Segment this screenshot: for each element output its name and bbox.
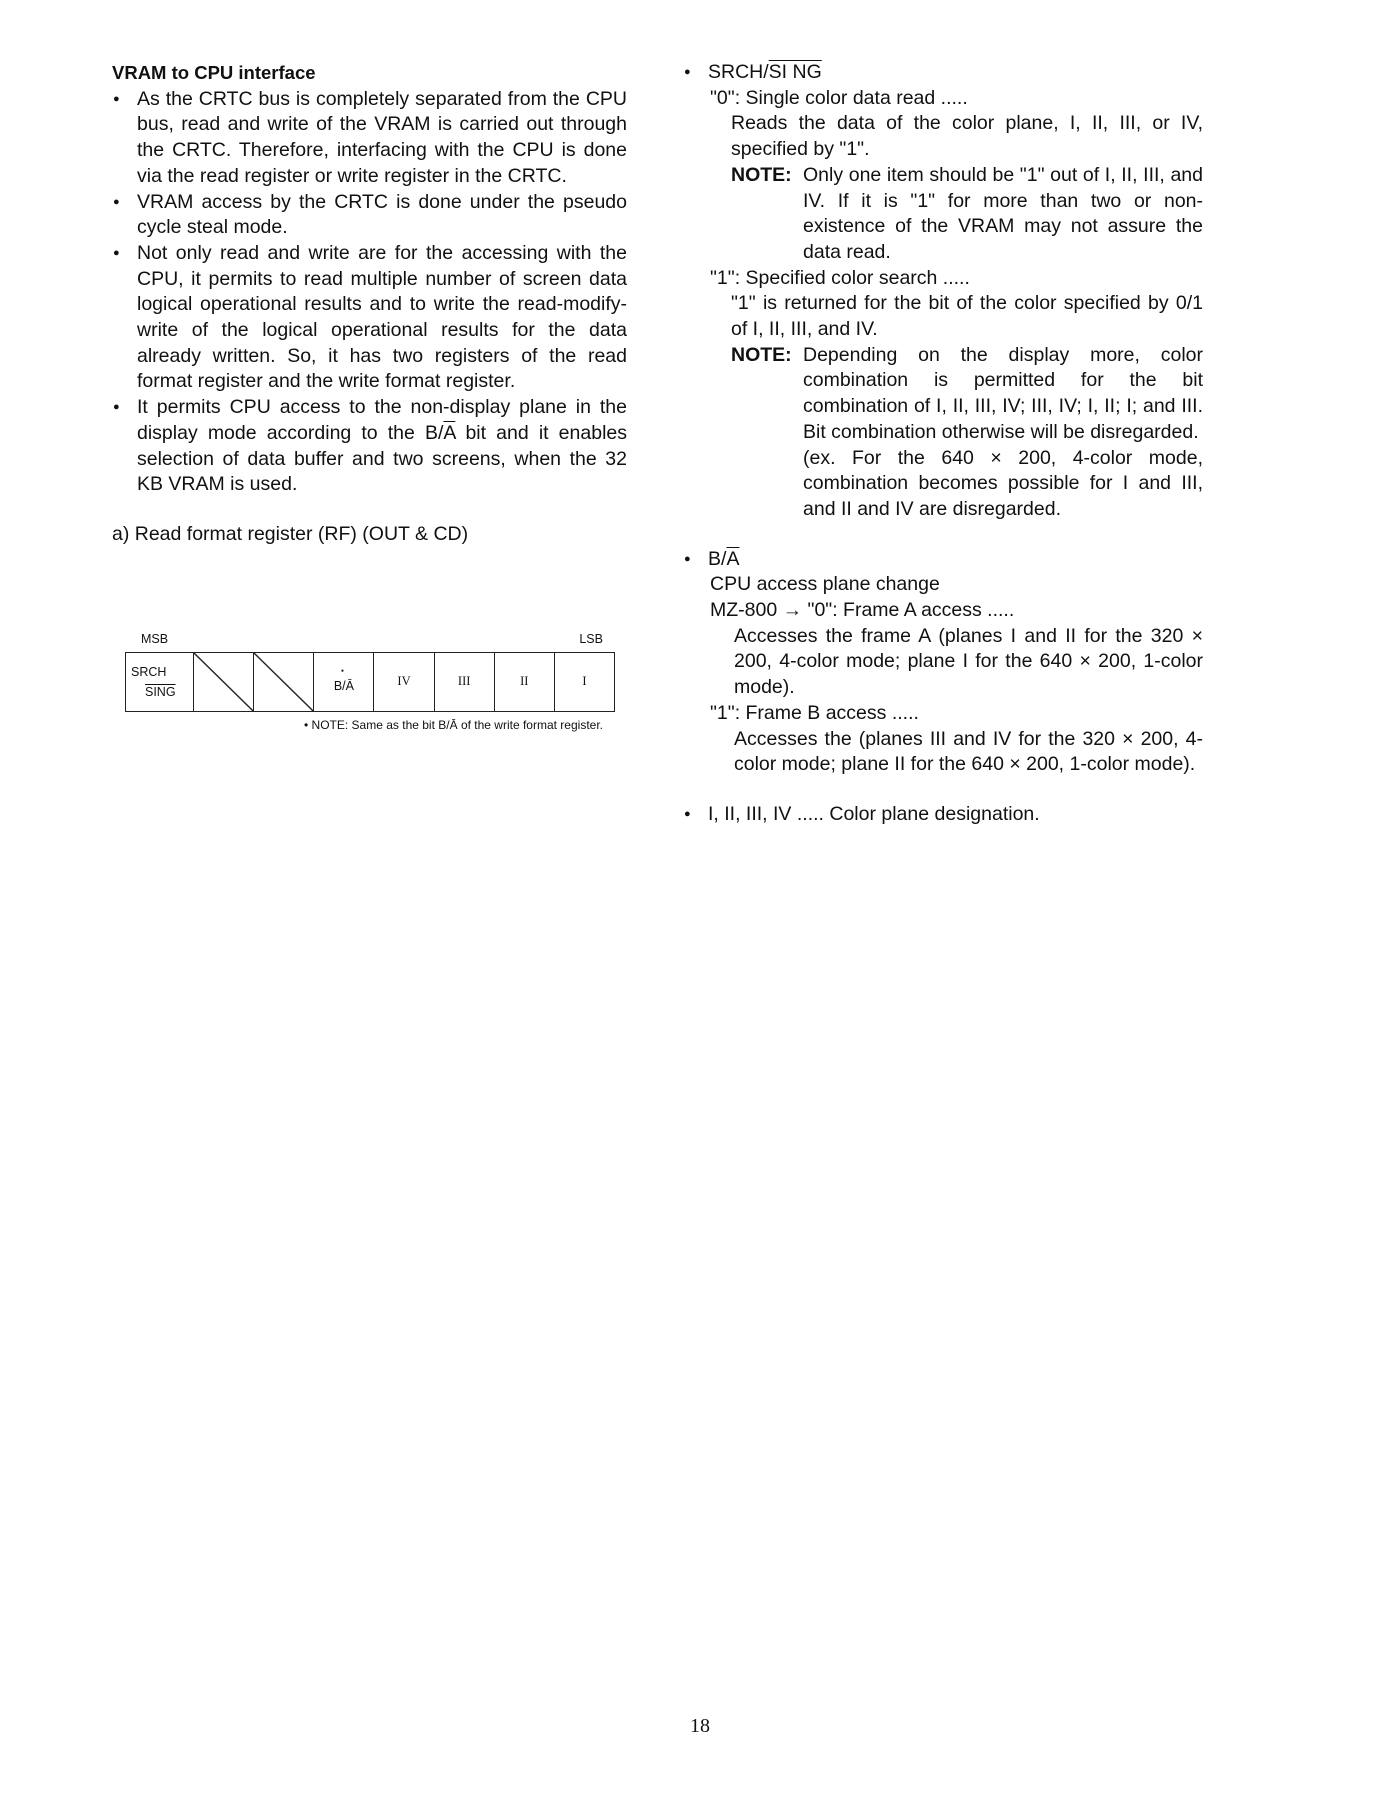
register-caps	[125, 632, 615, 646]
note2-label: NOTE:	[731, 343, 792, 366]
note2-row	[710, 343, 1203, 523]
sing-label: SING	[145, 685, 176, 699]
ba-block	[683, 572, 1203, 778]
unused-slash-1	[194, 653, 253, 711]
bullet-pseudo-cycle: ● VRAM access by the CRTC is done under the pseudo cycle steal mode.	[112, 190, 627, 241]
bit-iii: III	[434, 653, 494, 711]
bullet-non-display	[112, 395, 627, 498]
bit-i: I	[554, 653, 614, 711]
note1-body: Only one item should be "1" out of I, II, III, and IV. If it is "1" for more than two or non-existence of the VRAM may not assure the data read.	[803, 163, 1203, 263]
bullet-read-write: ● Not only read and write are for the accessing with the CPU, it permits to read multiple number of screen data logical operational results and to write the read-modify-write of the logical operational results for the data already written. So, it has two registers of the read format register and the write format register.	[112, 241, 627, 395]
zero-line: "0": Single color data read .....	[710, 86, 968, 109]
register-table	[125, 652, 615, 712]
one-line: "1": Specified color search .....	[710, 266, 970, 289]
ba-note-marker: •	[340, 666, 345, 676]
ba-title-a: B/	[708, 547, 727, 570]
srch-sing-title	[683, 60, 1203, 86]
note2-example: (ex. For the 640 × 200, 4-color mode, combination becomes possible for I and III, and II and IV are disregarded.	[803, 446, 1203, 520]
bullet-non-display-b: bit and it enables selection of data buffer and two screens, when the 32 KB VRAM is used.	[137, 421, 627, 496]
frame-b-desc: Accesses the (planes III and IV for the 320 × 200, 4-color mode; plane II for the 640 × 200, 1-color mode).	[734, 727, 1203, 776]
srch-title-a: SRCH/	[708, 61, 769, 83]
srch-title-over: SI NG	[768, 61, 822, 83]
bit-unused-2	[253, 653, 313, 711]
mz-line: MZ-800 → "0": Frame A access .....	[710, 599, 1015, 622]
one-desc: "1" is returned for the bit of the color specified by 0/1 of I, II, III, and IV.	[731, 292, 1203, 341]
bullet-crtc-bus: ● As the CRTC bus is completely separated from the CPU bus, read and write of the VRAM is carried out through the CRTC. Therefore, interfacing with the CPU is done via the read register or write register in the CRTC.	[112, 87, 627, 190]
left-column	[112, 60, 627, 548]
page-number: 18	[690, 1715, 710, 1737]
note2-text: Depending on the display more, color combination is permitted for the bit combination of I, II, III, IV; III, IV; I, II; I; and III. Bit combination otherwise will be disregarded.	[803, 343, 1203, 443]
bullet-non-display-over: $\overline{A}$	[443, 421, 456, 444]
lsb-label: LSB	[579, 632, 603, 646]
register-note: • NOTE: Same as the bit B/Ā of the write format register.	[304, 718, 603, 732]
register-diagram	[125, 632, 615, 732]
plane-designation: ● I, II, III, IV ..... Color plane designation.	[683, 802, 1203, 828]
srch-label: SRCH	[131, 665, 167, 679]
bit-ii: II	[494, 653, 554, 711]
bit-srch-sing	[126, 653, 193, 711]
note2-body	[803, 343, 1203, 523]
bit-unused-1	[193, 653, 253, 711]
read-format-label: a) Read format register (RF) (OUT & CD)	[112, 522, 469, 545]
frame-b-line: "1": Frame B access .....	[710, 701, 919, 724]
ba-title-over: $\overline{A}$	[726, 547, 740, 570]
zero-block	[683, 86, 1203, 523]
msb-label: MSB	[141, 632, 169, 646]
ba-label: B/Ā	[333, 679, 354, 694]
bullet-non-display-a: It permits CPU access to the non-display plane in the display mode according to the B/	[137, 396, 627, 444]
bit-iv: IV	[373, 653, 433, 711]
note1-row	[710, 163, 1203, 266]
section-heading: VRAM to CPU interface	[112, 62, 316, 83]
note1-label: NOTE:	[731, 163, 792, 186]
bit-ba	[313, 653, 373, 711]
frame-a-desc: Accesses the frame A (planes I and II for the 320 × 200, 4-color mode; plane I for the 640 × 200, 1-color mode).	[734, 624, 1203, 699]
right-column	[683, 60, 1203, 828]
ba-title	[683, 547, 1203, 573]
unused-slash-2	[254, 653, 313, 711]
zero-desc: Reads the data of the color plane, I, II, III, or IV, specified by "1".	[731, 112, 1203, 161]
ba-subtitle: CPU access plane change	[710, 573, 940, 596]
